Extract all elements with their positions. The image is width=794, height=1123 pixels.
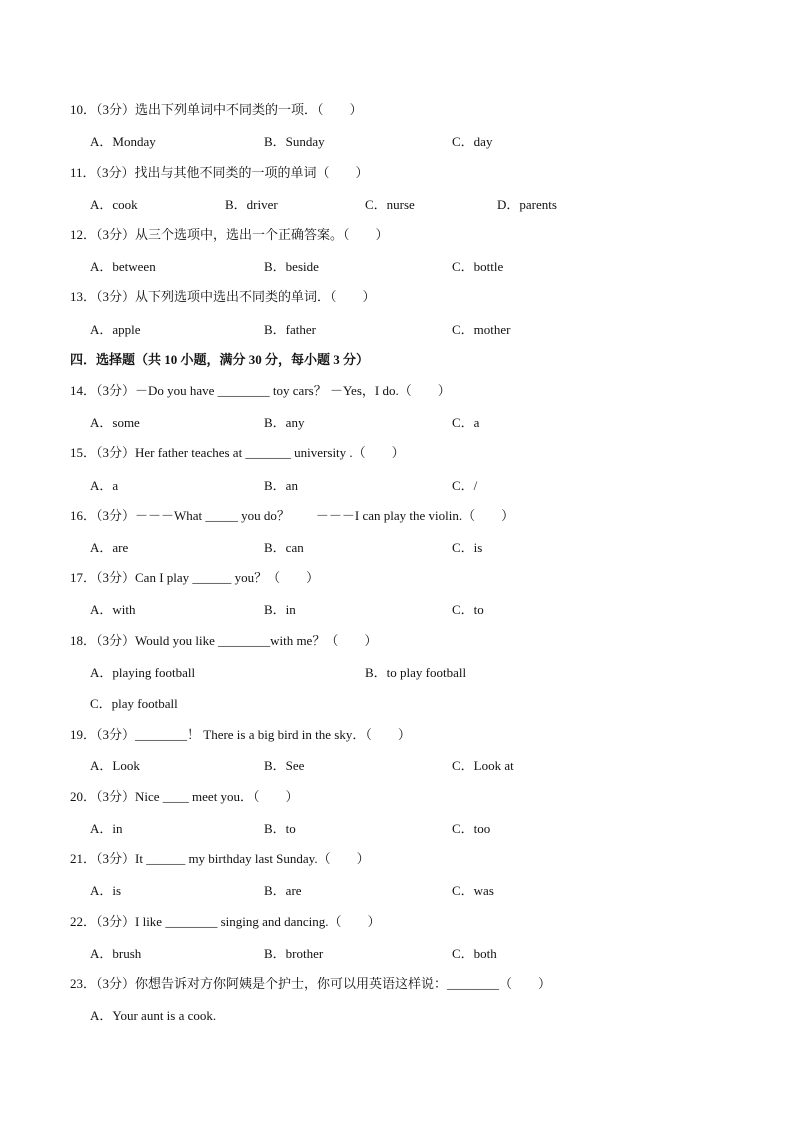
question-20: 20．（3分）Nice ____ meet you．（ ） [70, 789, 299, 804]
q12-option-a[interactable]: A．between [90, 259, 156, 274]
question-11: 11．（3分）找出与其他不同类的一项的单词（ ） [70, 165, 369, 180]
q20-option-c[interactable]: C．too [452, 821, 491, 836]
q16-option-a[interactable]: A．are [90, 540, 129, 555]
q10-option-a[interactable]: A．Monday [90, 134, 156, 149]
question-13: 13．（3分）从下列选项中选出不同类的单词．（ ） [70, 289, 376, 304]
q18-option-b[interactable]: B．to play football [365, 665, 467, 680]
q15-option-a[interactable]: A．a [90, 478, 119, 493]
q19-option-a[interactable]: A．Look [90, 758, 140, 773]
question-16: 16．（3分）－－－What _____ you do？ －－－I can play the violin.（ ） [70, 508, 515, 523]
section-heading: 四．选择题（共 10 小题，满分 30 分，每小题 3 分） [70, 352, 370, 367]
q22-option-b[interactable]: B．brother [264, 946, 324, 961]
q21-option-a[interactable]: A．is [90, 883, 122, 898]
q21-option-c[interactable]: C．was [452, 883, 494, 898]
q22-option-c[interactable]: C．both [452, 946, 497, 961]
q20-option-b[interactable]: B．to [264, 821, 296, 836]
question-23: 23．（3分）你想告诉对方你阿姨是个护士，你可以用英语这样说：________（ ） [70, 976, 552, 991]
q11-option-c[interactable]: C．nurse [365, 197, 415, 212]
q14-option-b[interactable]: B．any [264, 415, 305, 430]
q12-option-c[interactable]: C．bottle [452, 259, 504, 274]
q23-option-a[interactable]: A．Your aunt is a cook. [90, 1008, 217, 1023]
q18-option-c[interactable]: C．play football [90, 696, 178, 711]
q13-option-c[interactable]: C．mother [452, 322, 511, 337]
q13-option-b[interactable]: B．father [264, 322, 316, 337]
question-14: 14．（3分）－Do you have ________ toy cars？ －Yes，I do.（ ） [70, 383, 451, 398]
q19-option-b[interactable]: B．See [264, 758, 305, 773]
question-17: 17．（3分）Can I play ______ you？（ ） [70, 570, 320, 585]
q14-option-c[interactable]: C．a [452, 415, 480, 430]
q15-option-b[interactable]: B．an [264, 478, 298, 493]
question-19: 19．（3分）________！ There is a big bird in the sky．（ ） [70, 727, 411, 742]
question-21: 21．（3分）It ______ my birthday last Sunday.（ ） [70, 851, 370, 866]
question-10: 10．（3分）选出下列单词中不同类的一项．（ ） [70, 102, 363, 117]
q10-option-c[interactable]: C．day [452, 134, 493, 149]
q11-option-d[interactable]: D．parents [497, 197, 557, 212]
q11-option-b[interactable]: B．driver [225, 197, 278, 212]
question-22: 22．（3分）I like ________ singing and dancing.（ ） [70, 914, 381, 929]
q16-option-b[interactable]: B．can [264, 540, 304, 555]
q21-option-b[interactable]: B．are [264, 883, 302, 898]
q10-option-b[interactable]: B．Sunday [264, 134, 325, 149]
q19-option-c[interactable]: C．Look at [452, 758, 514, 773]
q14-option-a[interactable]: A．some [90, 415, 140, 430]
question-15: 15．（3分）Her father teaches at _______ university .（ ） [70, 445, 405, 460]
q11-option-a[interactable]: A．cook [90, 197, 138, 212]
q17-option-a[interactable]: A．with [90, 602, 136, 617]
q17-option-b[interactable]: B．in [264, 602, 296, 617]
q16-option-c[interactable]: C．is [452, 540, 483, 555]
q17-option-c[interactable]: C．to [452, 602, 484, 617]
q15-option-c[interactable]: C．/ [452, 478, 478, 493]
q20-option-a[interactable]: A．in [90, 821, 123, 836]
question-12: 12．（3分）从三个选项中，选出一个正确答案。（ ） [70, 227, 389, 242]
q13-option-a[interactable]: A．apple [90, 322, 141, 337]
q22-option-a[interactable]: A．brush [90, 946, 142, 961]
q18-option-a[interactable]: A．playing football [90, 665, 196, 680]
q12-option-b[interactable]: B．beside [264, 259, 319, 274]
question-18: 18．（3分）Would you like ________with me？（ ） [70, 633, 378, 648]
